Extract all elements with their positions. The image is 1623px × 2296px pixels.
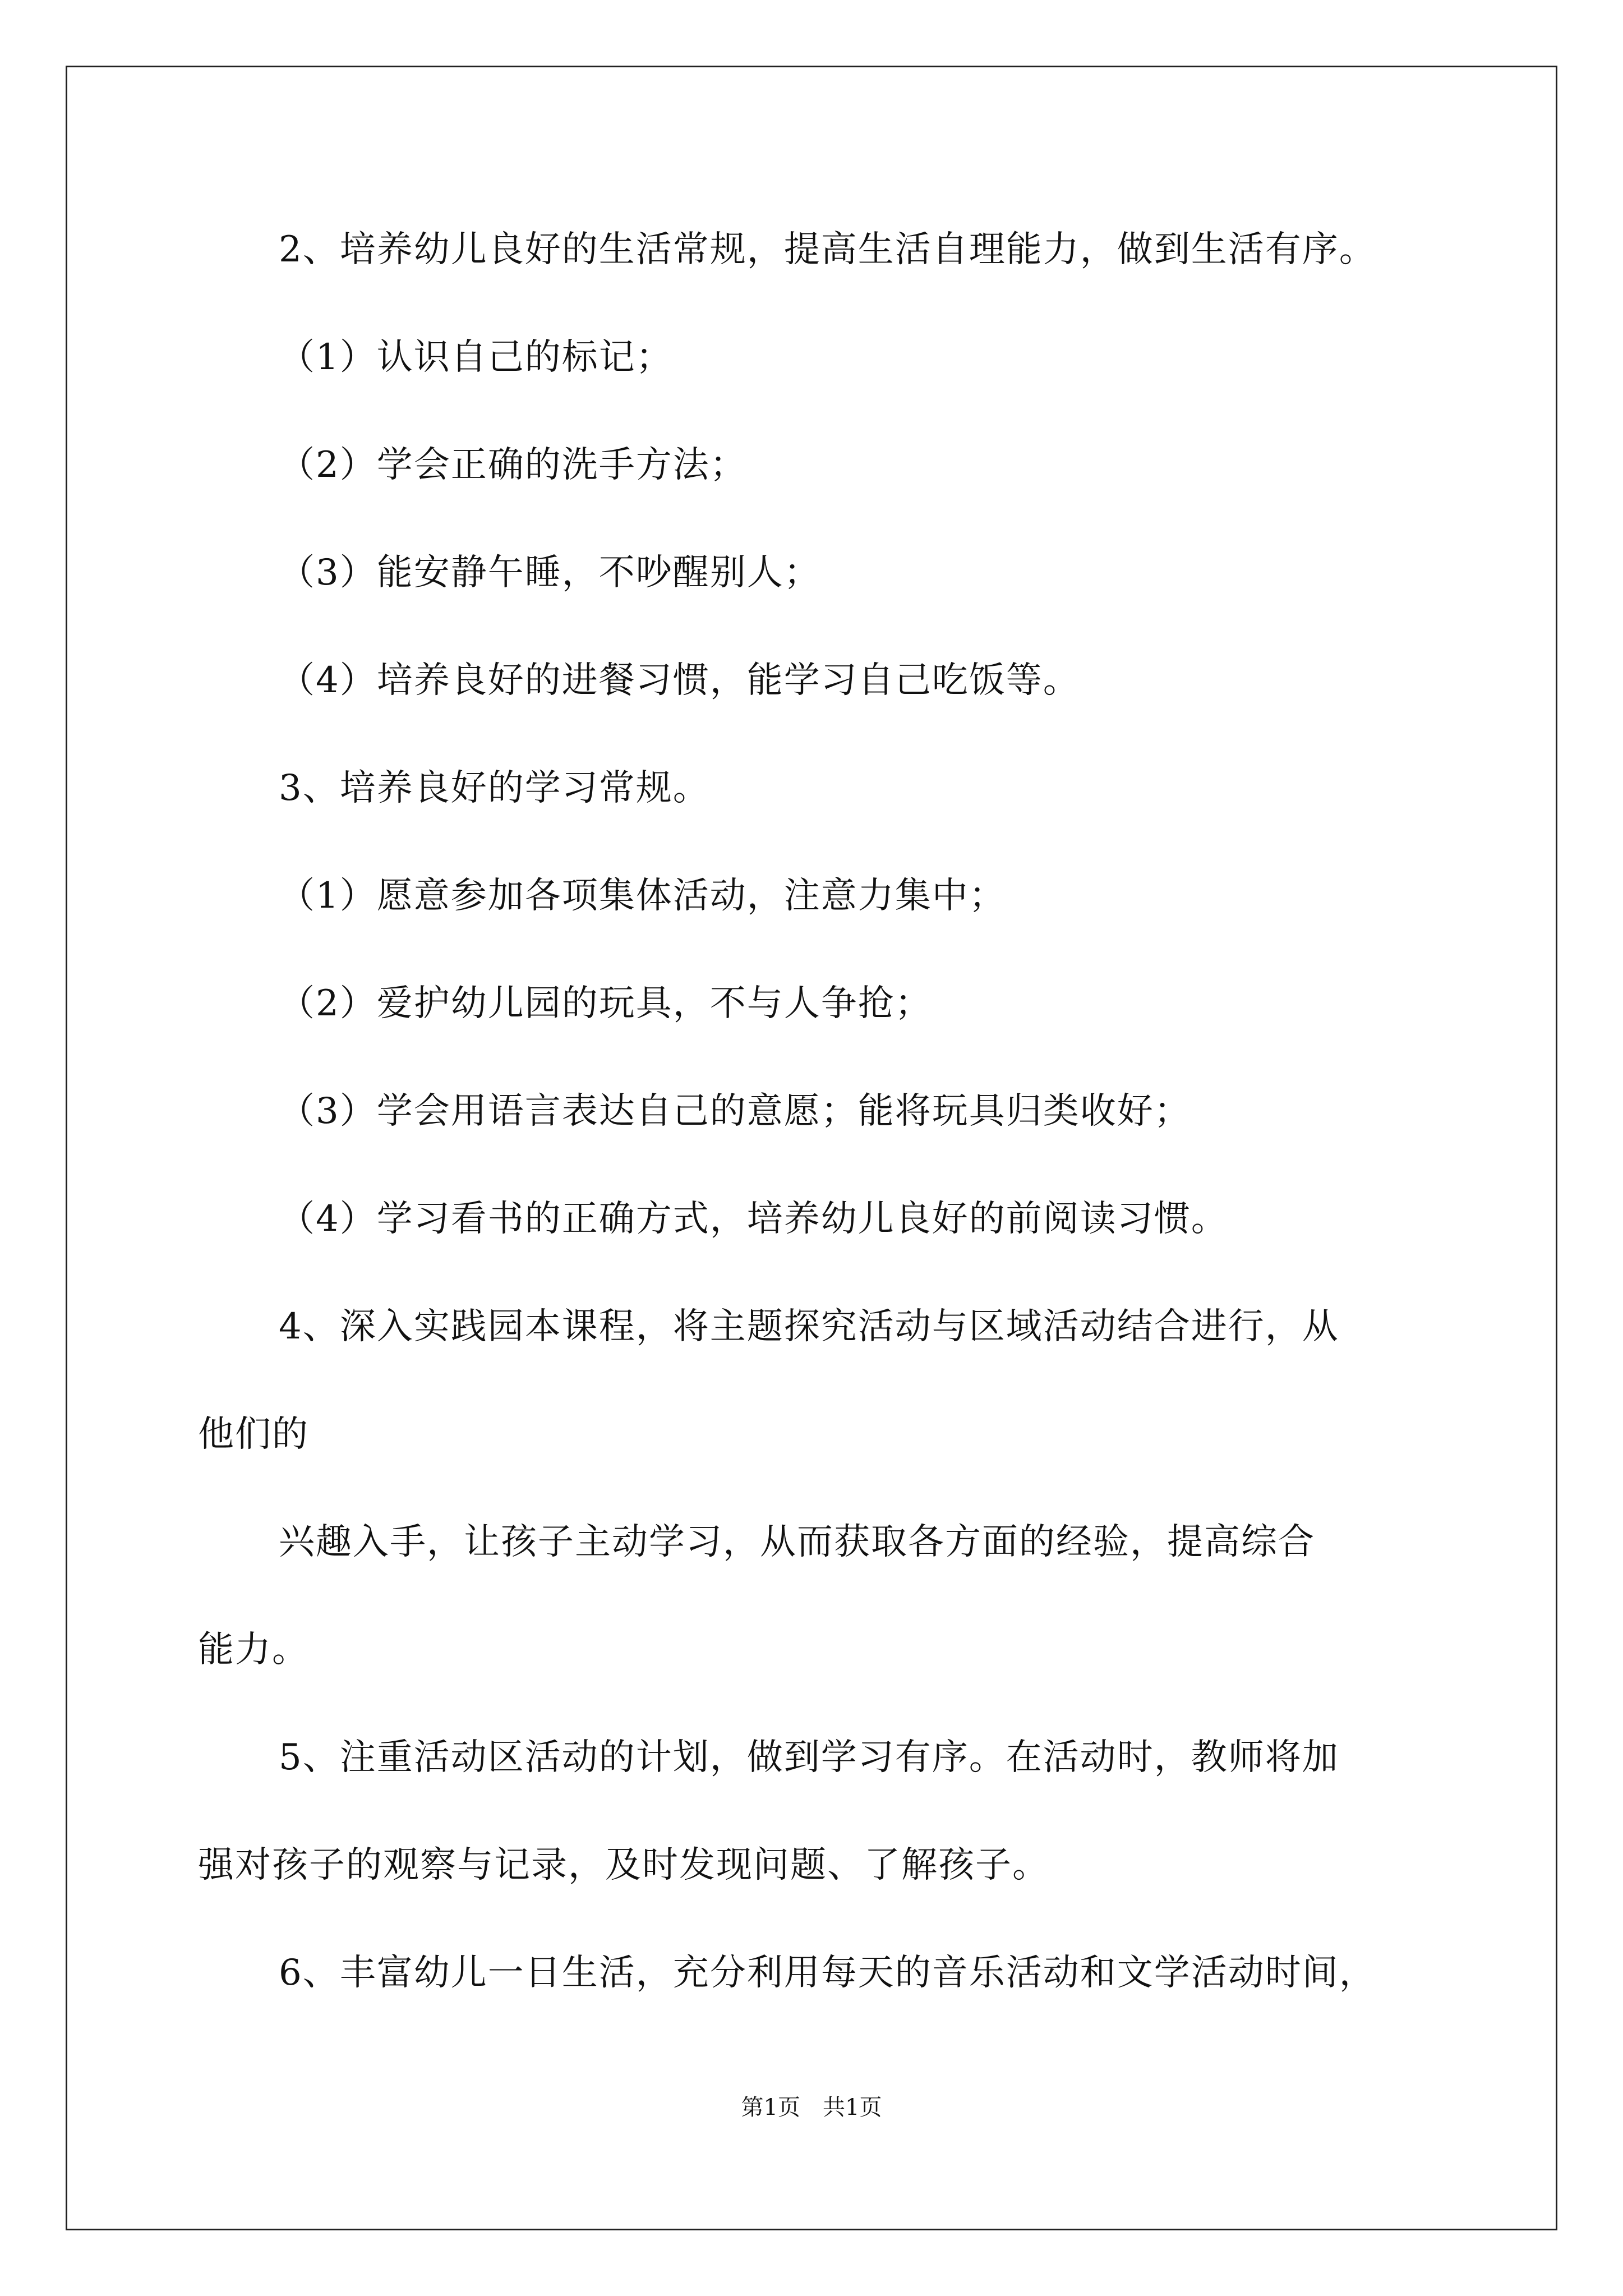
paragraph-sub-3-1: （1）愿意参加各项集体活动，注意力集中； [279, 875, 1006, 917]
paragraph-item-2: 2、培养幼儿良好的生活常规，提高生活自理能力，做到生活有序。 [279, 229, 1376, 270]
paragraph-sub-3-2: （2）爱护幼儿园的玩具，不与人争抢； [279, 983, 932, 1024]
page-footer: 第1页 共1页 [741, 2095, 882, 2120]
page-border [66, 66, 1557, 2230]
paragraph-sub-3-3: （3）学会用语言表达自己的意愿；能将玩具归类收好； [279, 1091, 1191, 1132]
paragraph-sub-3-4: （4）学习看书的正确方式，培养幼儿良好的前阅读习惯。 [279, 1198, 1228, 1240]
paragraph-item-5-continued: 强对孩子的观察与记录，及时发现问题、了解孩子。 [198, 1844, 1049, 1886]
paragraph-item-5: 5、注重活动区活动的计划，做到学习有序。在活动时，教师将加 [279, 1737, 1339, 1778]
paragraph-sub-2-1: （1）认识自己的标记； [279, 337, 673, 378]
paragraph-item-4-part2-continued: 能力。 [198, 1629, 309, 1671]
paragraph-item-4: 4、深入实践园本课程，将主题探究活动与区域活动结合进行，从 [279, 1306, 1339, 1347]
paragraph-item-4-continued: 他们的 [198, 1414, 309, 1455]
paragraph-item-4-part2: 兴趣入手，让孩子主动学习，从而获取各方面的经验，提高综合 [279, 1521, 1315, 1563]
paragraph-item-3: 3、培养良好的学习常规。 [279, 767, 710, 809]
paragraph-sub-2-3: （3）能安静午睡，不吵醒别人； [279, 552, 821, 593]
paragraph-sub-2-4: （4）培养良好的进餐习惯，能学习自己吃饭等。 [279, 660, 1080, 701]
paragraph-sub-2-2: （2）学会正确的洗手方法； [279, 444, 747, 486]
paragraph-item-6: 6、丰富幼儿一日生活，充分利用每天的音乐活动和文学活动时间， [279, 1952, 1376, 1994]
